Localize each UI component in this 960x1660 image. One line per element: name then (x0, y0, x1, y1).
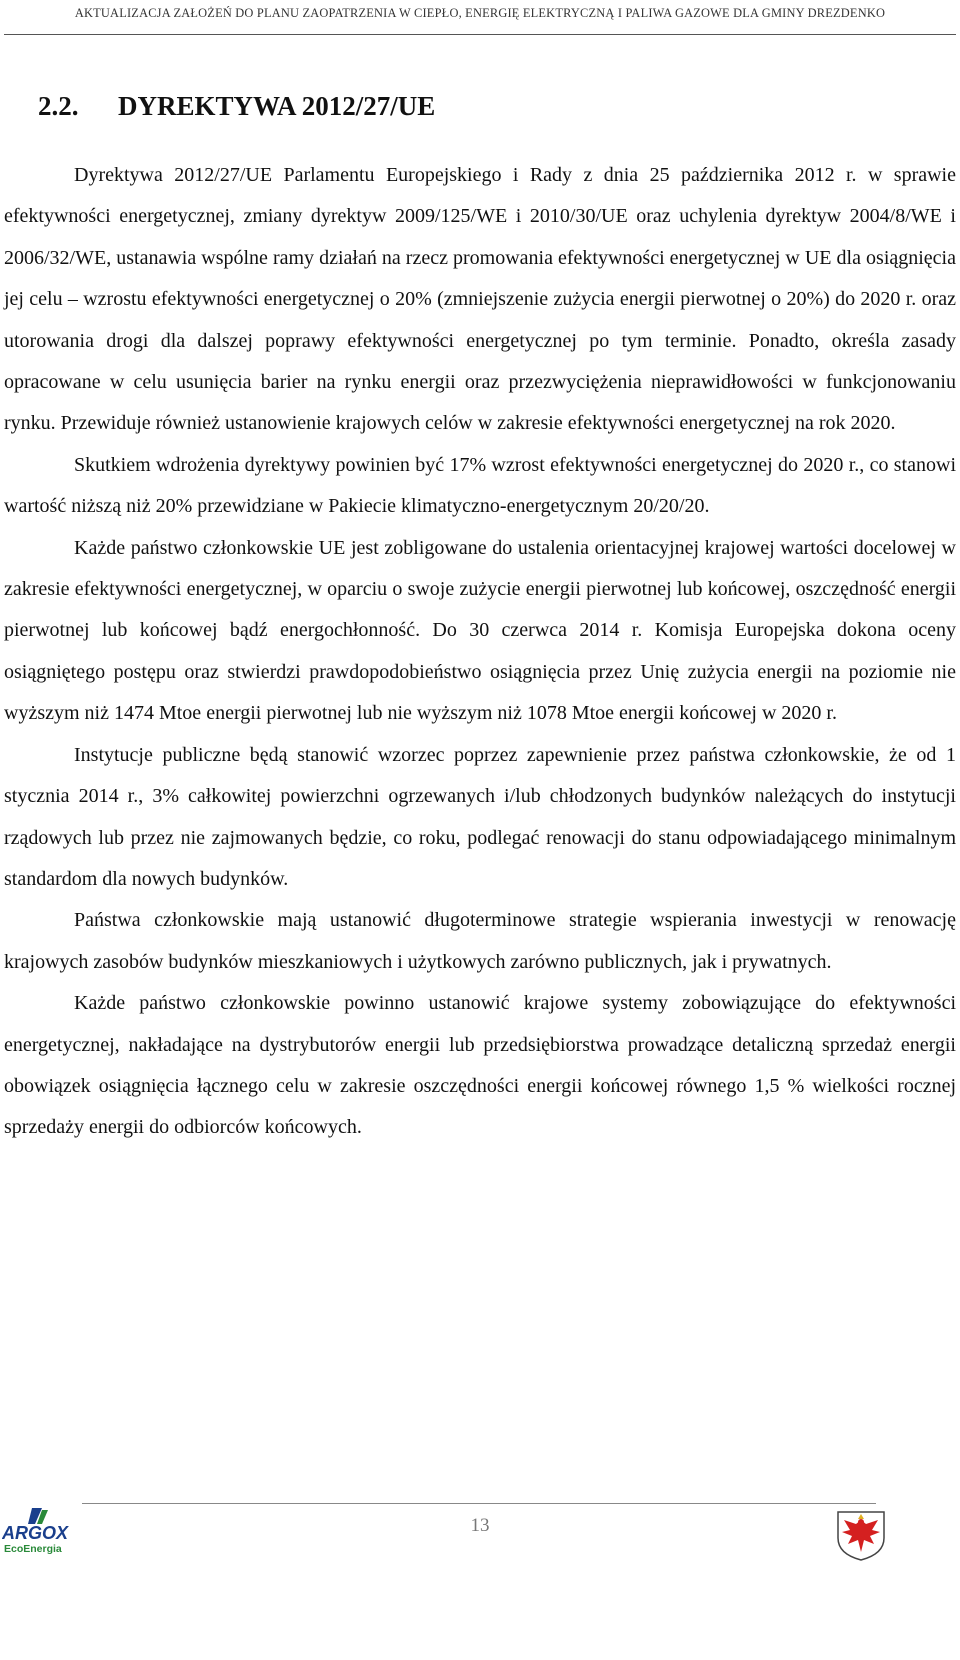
section-number: 2.2. (38, 91, 79, 121)
paragraph: Każde państwo członkowskie powinno ustanowić krajowe systemy zobowiązujące do efektywności energetycznej, nakładające na dystrybutorów energii lub przedsiębiorstwa prowadzące detaliczną sprzedaż energii obowiązek osiągnięcia łącznego celu w zakresie oszczędności energii końcowej równego 1,5 % wielkości rocznej sprzedaży energii do odbiorców końcowych. (4, 992, 956, 1139)
page-number: 13 (470, 1515, 490, 1536)
running-header: AKTUALIZACJA ZAŁOŻEŃ DO PLANU ZAOPATRZENIA W CIEPŁO, ENERGIĘ ELEKTRYCZNĄ I PALIWA GAZOWE DLA GMINY DREZDENKO (74, 6, 886, 20)
paragraph: Skutkiem wdrożenia dyrektywy powinien być 17% wzrost efektywności energetycznej do 2020 r., co stanowi wartość niższą niż 20% przewidziane w Pakiecie klimatyczno-energetycznym 20/20/20. (4, 453, 956, 518)
paragraph: Każde państwo członkowskie UE jest zobligowane do ustalenia orientacyjnej krajowej wartości docelowej w zakresie efektywności energetycznej, w oparciu o swoje zużycie energii pierwotnej lub końcowej, oszczędność energii pierwotnej lub końcowej bądź energochłonność. Do 30 czerwca 2014 r. Komisja Europejska dokona oceny osiągniętego postępu oraz stwierdzi prawdopodobieństwo osiągnięcia przez Unię zużycia energii na poziomie nie wyższym niż 1474 Mtoe energii pierwotnej lub nie wyższym niż 1078 Mtoe energii końcowej w 2020 r. (4, 536, 956, 725)
coat-of-arms-eagle-icon (834, 1508, 888, 1562)
header-divider (4, 34, 956, 35)
footer-divider (82, 1503, 876, 1504)
paragraph: Państwa członkowskie mają ustanowić długoterminowe strategie wspierania inwestycji w renowację krajowych zasobów budynków mieszkaniowych i użytkowych zarówno publicznych, jak i prywatnych. (4, 909, 956, 973)
section-heading (38, 93, 435, 120)
paragraph: Instytucje publiczne będą stanowić wzorzec poprzez zapewnienie przez państwa członkowskie, że od 1 stycznia 2014 r., 3% całkowitej powierzchni ogrzewanych i/lub chłodzonych budynków należących do instytucji rządowych lub przez nie zajmowanych będzie, co roku, podlegać renowacji do stanu odpowiadającego minimalnym standardom dla nowych budynków. (4, 743, 956, 890)
logo-text: ARGOX (2, 1523, 69, 1543)
paragraph: Dyrektywa 2012/27/UE Parlamentu Europejskiego i Rady z dnia 25 października 2012 r. w sprawie efektywności energetycznej, zmiany dyrektyw 2009/125/WE i 2010/30/UE oraz uchylenia dyrektyw 2004/8/WE i 2006/32/WE, ustanawia wspólne ramy działań na rzecz promowania efektywności energetycznej w UE dla osiągnięcia jej celu – wzrostu efektywności energetycznej o 20% (zmniejszenie zużycia energii pierwotnej o 20%) do 2020 r. oraz utorowania drogi dla dalszej poprawy efektywności energetycznej po tym terminie. Ponadto, określa zasady opracowane w celu usunięcia barier na rynku energii oraz przezwyciężenia nieprawidłowości w funkcjonowaniu rynku. Przewiduje również ustanowienie krajowych celów w zakresie efektywności energetycznej na rok 2020. (4, 164, 956, 435)
body-text (4, 155, 956, 1149)
logo-subtext: EcoEnergia (4, 1543, 62, 1555)
section-title: DYREKTYWA 2012/27/UE (118, 91, 436, 121)
